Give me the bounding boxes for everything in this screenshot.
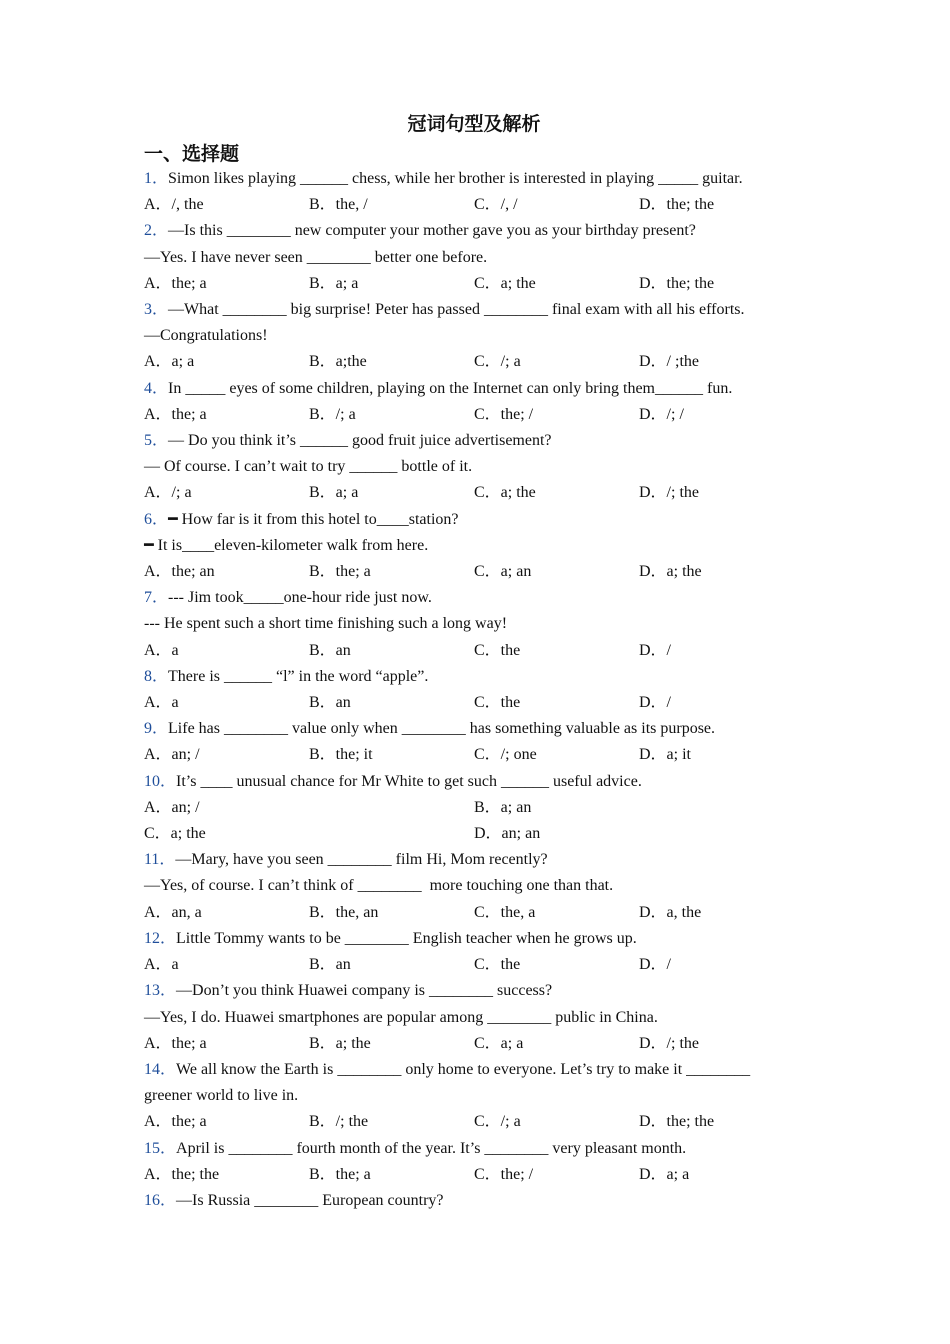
answer-option[interactable]: C．a; an bbox=[474, 563, 532, 581]
question-number: 14． bbox=[144, 1060, 177, 1078]
question-item bbox=[144, 769, 804, 848]
question-text: —Don’t you think Huawei company is ________ success? bbox=[176, 982, 553, 1000]
answer-option[interactable]: B．/; a bbox=[309, 405, 356, 423]
question-stem-continued bbox=[144, 1083, 804, 1109]
answer-options bbox=[144, 690, 804, 716]
question-text: ━ How far is it from this hotel to____station? bbox=[168, 510, 459, 528]
question-item bbox=[144, 664, 804, 716]
question-stem bbox=[144, 1057, 804, 1083]
question-item bbox=[144, 716, 804, 768]
question-item bbox=[144, 1188, 804, 1214]
answer-options bbox=[144, 638, 804, 664]
answer-option[interactable]: D．/ bbox=[639, 956, 672, 974]
answer-options bbox=[144, 1031, 804, 1057]
question-number: 4． bbox=[144, 379, 169, 397]
question-text: It’s ____ unusual chance for Mr White to get such ______ useful advice. bbox=[176, 772, 642, 790]
question-stem-continued bbox=[144, 323, 804, 349]
question-list bbox=[144, 166, 804, 1214]
question-text: --- He spent such a short time finishing such a long way! bbox=[144, 615, 508, 633]
answer-option[interactable]: D．the; the bbox=[639, 1113, 715, 1131]
question-stem-continued bbox=[144, 533, 804, 559]
answer-option[interactable]: A．the; a bbox=[144, 1113, 207, 1131]
answer-options bbox=[144, 349, 804, 375]
question-text: Life has ________ value only when ________ has something valuable as its purpose. bbox=[168, 720, 716, 738]
answer-option[interactable]: C．the bbox=[474, 956, 521, 974]
question-text: There is ______ “l” in the word “apple”. bbox=[168, 667, 429, 685]
answer-options bbox=[144, 1162, 804, 1188]
answer-option[interactable]: C．the; / bbox=[474, 405, 534, 423]
answer-option[interactable]: B．/; the bbox=[309, 1113, 369, 1131]
question-number: 10． bbox=[144, 772, 177, 790]
question-item bbox=[144, 428, 804, 507]
document-title: 冠词句型及解析 bbox=[407, 114, 541, 135]
answer-option[interactable]: A．the; the bbox=[144, 1165, 220, 1183]
answer-option[interactable]: B．the, / bbox=[309, 196, 368, 214]
question-number: 5． bbox=[144, 432, 169, 450]
answer-option[interactable]: C．the bbox=[474, 694, 521, 712]
answer-option[interactable]: D．the; the bbox=[639, 274, 715, 292]
question-number: 8． bbox=[144, 667, 169, 685]
answer-option[interactable]: B．the; it bbox=[309, 746, 373, 764]
question-item bbox=[144, 376, 804, 428]
answer-option[interactable]: D．the; the bbox=[639, 196, 715, 214]
question-text: —Yes, I do. Huawei smartphones are popular among ________ public in China. bbox=[144, 1008, 658, 1026]
question-number: 9． bbox=[144, 720, 169, 738]
question-stem bbox=[144, 428, 804, 454]
question-text: —Mary, have you seen ________ film Hi, Mom recently? bbox=[175, 851, 548, 869]
question-number: 3． bbox=[144, 301, 169, 319]
question-stem-continued bbox=[144, 611, 804, 637]
question-item bbox=[144, 507, 804, 586]
question-text: —Is Russia ________ European country? bbox=[176, 1191, 444, 1209]
answer-option[interactable]: A．an, a bbox=[144, 903, 202, 921]
answer-option[interactable]: B．a; a bbox=[309, 274, 359, 292]
answer-option[interactable]: B．an bbox=[309, 956, 351, 974]
answer-option[interactable]: B．an bbox=[309, 694, 351, 712]
question-stem bbox=[144, 716, 804, 742]
question-number: 2． bbox=[144, 222, 169, 240]
answer-option[interactable]: D．a; a bbox=[639, 1165, 690, 1183]
answer-option[interactable]: A．a bbox=[144, 694, 179, 712]
answer-option[interactable]: A．an; / bbox=[144, 746, 200, 764]
answer-option[interactable]: A．a; a bbox=[144, 353, 195, 371]
question-stem bbox=[144, 978, 804, 1004]
question-item bbox=[144, 1136, 804, 1188]
answer-option[interactable]: D．/; the bbox=[639, 484, 699, 502]
question-text: We all know the Earth is ________ only home to everyone. Let’s try to make it ________ bbox=[176, 1060, 751, 1078]
answer-option[interactable]: A．/; a bbox=[144, 484, 192, 502]
question-stem bbox=[144, 926, 804, 952]
question-stem-continued bbox=[144, 454, 804, 480]
question-text: —Is this ________ new computer your mother gave you as your birthday present? bbox=[168, 222, 696, 240]
question-stem bbox=[144, 166, 804, 192]
question-item bbox=[144, 847, 804, 926]
answer-option[interactable]: D．/ ;the bbox=[639, 353, 699, 371]
question-text: April is ________ fourth month of the year. It’s ________ very pleasant month. bbox=[176, 1139, 687, 1157]
question-text: --- Jim took_____one-hour ride just now. bbox=[168, 589, 432, 607]
question-number: 7． bbox=[144, 589, 169, 607]
answer-option[interactable]: A．the; a bbox=[144, 1034, 207, 1052]
question-item bbox=[144, 297, 804, 376]
question-number: 6． bbox=[144, 510, 169, 528]
answer-option[interactable]: D．/; the bbox=[639, 1034, 699, 1052]
question-number: 13． bbox=[144, 982, 177, 1000]
question-stem bbox=[144, 585, 804, 611]
answer-option[interactable]: D．a; it bbox=[639, 746, 691, 764]
answer-options bbox=[144, 402, 804, 428]
answer-option[interactable]: B．a;the bbox=[309, 353, 367, 371]
question-stem bbox=[144, 1188, 804, 1214]
question-stem bbox=[144, 297, 804, 323]
answer-option[interactable]: A．the; an bbox=[144, 563, 215, 581]
question-stem bbox=[144, 847, 804, 873]
question-stem bbox=[144, 664, 804, 690]
answer-option[interactable]: C．/; a bbox=[474, 1113, 521, 1131]
question-number: 12． bbox=[144, 929, 177, 947]
answer-option[interactable]: A．the; a bbox=[144, 274, 207, 292]
question-text: —Congratulations! bbox=[144, 327, 268, 345]
answer-option[interactable]: C．/; one bbox=[474, 746, 537, 764]
question-text: —What ________ big surprise! Peter has passed ________ final exam with all his efforts. bbox=[168, 301, 745, 319]
answer-option[interactable]: A．/, the bbox=[144, 196, 204, 214]
answer-option[interactable]: D．a; the bbox=[639, 563, 702, 581]
answer-options bbox=[144, 192, 804, 218]
question-number: 11． bbox=[144, 851, 176, 869]
question-text: greener world to live in. bbox=[144, 1087, 299, 1105]
question-item bbox=[144, 218, 804, 297]
section-heading: 一、选择题 bbox=[144, 144, 240, 165]
answer-option[interactable]: C．the; / bbox=[474, 1165, 534, 1183]
answer-options bbox=[144, 742, 804, 768]
question-stem bbox=[144, 376, 804, 402]
answer-options bbox=[144, 480, 804, 506]
answer-options bbox=[144, 1109, 804, 1135]
question-text: ━ It is____eleven-kilometer walk from here. bbox=[144, 536, 429, 554]
answer-option[interactable]: D．an; an bbox=[474, 825, 541, 843]
answer-option[interactable]: C．a; a bbox=[474, 1034, 524, 1052]
question-number: 1． bbox=[144, 170, 169, 187]
question-text: —Yes. I have never seen ________ better one before. bbox=[144, 248, 488, 266]
answer-option[interactable]: B．the; a bbox=[309, 1165, 371, 1183]
question-stem bbox=[144, 218, 804, 244]
question-text: Simon likes playing ______ chess, while her brother is interested in playing _____ guitar. bbox=[168, 170, 743, 187]
answer-options bbox=[144, 271, 804, 297]
answer-option[interactable]: B．a; an bbox=[474, 798, 532, 816]
question-text: In _____ eyes of some children, playing on the Internet can only bring them______ fun. bbox=[168, 379, 733, 397]
answer-option[interactable]: A．a bbox=[144, 641, 179, 659]
answer-option[interactable]: C．the bbox=[474, 641, 521, 659]
answer-option[interactable]: B．the; a bbox=[309, 563, 371, 581]
answer-option[interactable]: A．a bbox=[144, 956, 179, 974]
question-text: — Do you think it’s ______ good fruit juice advertisement? bbox=[168, 432, 552, 450]
question-stem bbox=[144, 769, 804, 795]
question-stem bbox=[144, 507, 804, 533]
question-item bbox=[144, 926, 804, 978]
answer-option[interactable]: B．the, an bbox=[309, 903, 379, 921]
question-stem-continued bbox=[144, 245, 804, 271]
answer-options bbox=[144, 795, 804, 821]
question-stem-continued bbox=[144, 873, 804, 899]
answer-option[interactable]: B．an bbox=[309, 641, 351, 659]
question-text: Little Tommy wants to be ________ English teacher when he grows up. bbox=[176, 929, 637, 947]
answer-option[interactable]: C．/, / bbox=[474, 196, 518, 214]
answer-option[interactable]: D．/ bbox=[639, 641, 672, 659]
answer-option[interactable]: A．an; / bbox=[144, 798, 200, 816]
answer-option[interactable]: C．a; the bbox=[474, 274, 536, 292]
answer-option[interactable]: B．a; a bbox=[309, 484, 359, 502]
answer-option[interactable]: C．the, a bbox=[474, 903, 536, 921]
question-item bbox=[144, 978, 804, 1057]
answer-option[interactable]: D．/ bbox=[639, 694, 672, 712]
question-number: 16． bbox=[144, 1191, 177, 1209]
answer-option[interactable]: A．the; a bbox=[144, 405, 207, 423]
question-item bbox=[144, 585, 804, 664]
question-stem bbox=[144, 1136, 804, 1162]
question-item bbox=[144, 166, 804, 218]
answer-options bbox=[144, 900, 804, 926]
answer-options bbox=[144, 559, 804, 585]
answer-options bbox=[144, 821, 804, 847]
question-stem-continued bbox=[144, 1005, 804, 1031]
question-text: — Of course. I can’t wait to try ______ bottle of it. bbox=[144, 458, 473, 476]
answer-option[interactable]: B．a; the bbox=[309, 1034, 371, 1052]
question-number: 15． bbox=[144, 1139, 177, 1157]
question-item bbox=[144, 1057, 804, 1136]
answer-option[interactable]: C．/; a bbox=[474, 353, 521, 371]
answer-option[interactable]: C．a; the bbox=[144, 825, 206, 843]
question-text: —Yes, of course. I can’t think of ________ more touching one than that. bbox=[144, 877, 614, 895]
answer-option[interactable]: C．a; the bbox=[474, 484, 536, 502]
answer-option[interactable]: D．/; / bbox=[639, 405, 684, 423]
answer-option[interactable]: D．a, the bbox=[639, 903, 702, 921]
worksheet-page bbox=[144, 112, 804, 1214]
answer-options bbox=[144, 952, 804, 978]
